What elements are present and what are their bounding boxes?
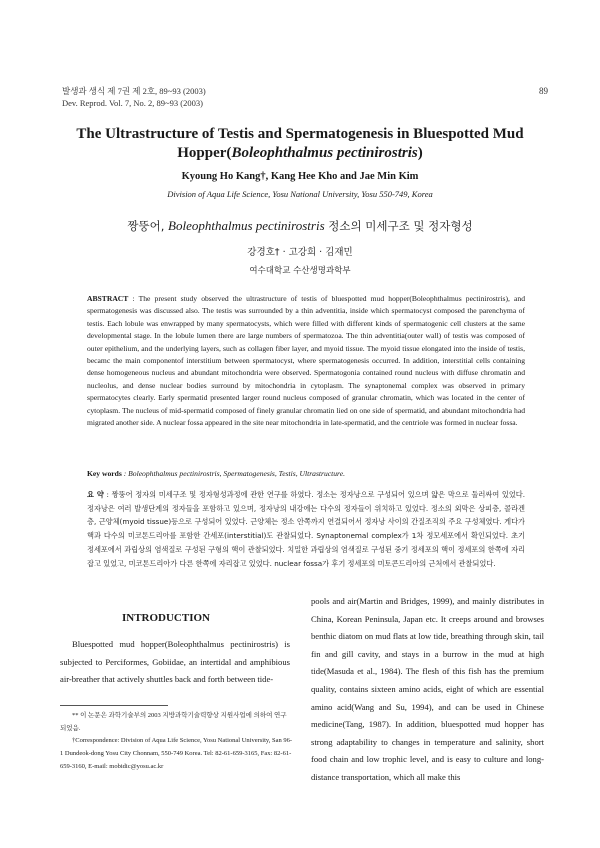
korean-authors: 강경호† · 고강희 · 김재민 [247, 247, 353, 258]
footnote-correspondence: †Correspondence: Division of Aqua Life Science, Yosu National University, San 96-1 Dundeok-dong Yosu City Chonnam, 550-749 Korea. Tel: 82-61-659-3165, Fax: 82-61-659-3160, E-mail: mobidic@yosu.ac.kr [60, 737, 293, 770]
korean-summary-text: : 짱뚱어 정자의 미세구조 및 정자형성과정에 관한 연구를 하였다. 정소는 정자낭으로 구성되어 있으며 얇은 막으로 둘러싸여 있었다. 정자낭은 여러 발생단계의 정자들을 포함하고 있으며, 정자낭의 내강에는 다수의 정자들이 위치하고 있었다. 정소의 외막은 상피층, 콜라겐층, 근양체(myoid tissue)등으로 구성되어 있었다. 근양체는 정소 안쪽까지 연결되어서 정자낭 사이의 간질조직의 주요 구성체였다. 게다가 핵과 다수의 미코톤드리아를 포함한 간세포(interstitial)도 관찰되었다. Synaptonemal complex가 1차 정모세포에서 확인되었다. 초기 정세포에서 과립상의 염색질로 구성된 구형의 핵이 관찰되었다. 치밀한 과립상의 염색질로 구성된 중기 정세포의 핵이 정세포의 한쪽에 자리잡고 있었고, 미코톤드리아가 다른 한쪽에 자리잡고 있었다. nuclear fossa가 후기 정세포의 미토콘드리아의 근처에서 관찰되었다. [87, 490, 525, 568]
page-number: 89 [539, 86, 548, 96]
author-list: Kyoung Ho Kang†, Kang Hee Kho and Jae Min Kim [181, 171, 419, 182]
footnote-divider [60, 705, 168, 706]
korean-summary [87, 488, 525, 570]
journal-header-korean: 발생과 생식 제 7권 제 2호, 89~93 (2003) [62, 86, 206, 96]
korean-affiliation: 여수대학교 수산생명과학부 [249, 266, 351, 276]
title-line-2: Hopper(Boleophthalmus pectinirostris) [177, 145, 423, 161]
title-line-1: The Ultrastructure of Testis and Spermatogenesis in Bluespotted Mud [76, 126, 524, 142]
footnote-funding: ** 이 논문은 과학기술부의 2003 지방과학기술력향상 지원사업에 의하여 연구되었음. [60, 712, 287, 732]
korean-summary-label: 요 약 [87, 490, 104, 499]
keywords [87, 468, 525, 480]
keywords-label: Key words [87, 469, 122, 478]
footnote [60, 710, 292, 774]
abstract-text: : The present study observed the ultrastructure of testis of bluespotted mud hopper(Boleophthalmus pectinirostris), and spermatogenesis was discussed also. The testis was surrounded by a thin adventitia, inside which spermatocyst composed the parenchyma of testis. Each lobule was enwrapped by many spermatocysts, which were filled with different kinds of spermatogenic cell clusters at the same developmental stage. In the lobule lumen there are large numbers of spermatozoa. The thin adventitia(outer wall) of testis was composed of outer epithelium, and the underlying layers, such as collagen fiber layer, and myoid tissue. The myoid tissue elongated into the inside of testis, becamc the main componentof interstitium between spermatocyst, where spermatogenesis occurred. In addition, interstitial cells containing dense homogeneous nucleus and abundant mitochondria were observed. Spermatogonia contained round nucleus with diffuse chromatin and nucleolus, and dense nuclear bodies surround by mitochondria in cytoplasm. The synaptonemal complex was observed in primary spermatocytes clearly. Early spermatid presented larger round nucleus composed of granular chromatin, which was located in the center of cytoplasm. The nucleus of mid-spermatid composed of finely granular chromatin lied on one side of spermatid, and abundant mitochondria had migrated another side. A nuclear fossa appeared in the site near mitochondria in late-spermatid, and the centriole was formed in nuclear fossa. [87, 294, 525, 428]
korean-title: 짱뚱어, Boleophthalmus pectinirostris 정소의 미세구조 및 정자형성 [127, 218, 473, 233]
keywords-text: : Boleophthalmus pectinirostris, Spermatogenesis, Testis, Ultrastructure. [123, 469, 345, 478]
author-affiliation: Division of Aqua Life Science, Yosu National University, Yosu 550-749, Korea [167, 189, 433, 199]
abstract [87, 293, 525, 429]
introduction-right-column: pools and air(Martin and Bridges, 1999), and mainly distributes in China, Korean Peninsula, Japan etc. It creeps around and browses benthic diatom on mud flats at low tide, breathing through skin, tail fin and gill cavity, and stays in a burrow in the mud at high tide(Masuda et al., 1984). The flesh of this fish has the premium quality, contains sixteen amino acids, eight of which are essential amino acid(Wang and Su, 1994), and can be used in Chinese medicine(Tang, 1987). In addition, bluespotted mud hopper has strong adaptability to changes in temperature and salinity, short food chain and low trophic level, and is easy to culture and long-distance transportation, which all make this [311, 596, 544, 782]
introduction-heading: INTRODUCTION [121, 612, 210, 624]
introduction-left-column: Bluespotted mud hopper(Boleophthalmus pectinirostris) is subjected to Perciformes, Gobiidae, an intertidal and amphibious air-breather that actively shuttles back and forth between tide- [60, 639, 290, 685]
journal-header-english: Dev. Reprod. Vol. 7, No. 2, 89~93 (2003) [62, 98, 203, 108]
paper-title [60, 125, 540, 163]
abstract-label: ABSTRACT [87, 294, 129, 303]
